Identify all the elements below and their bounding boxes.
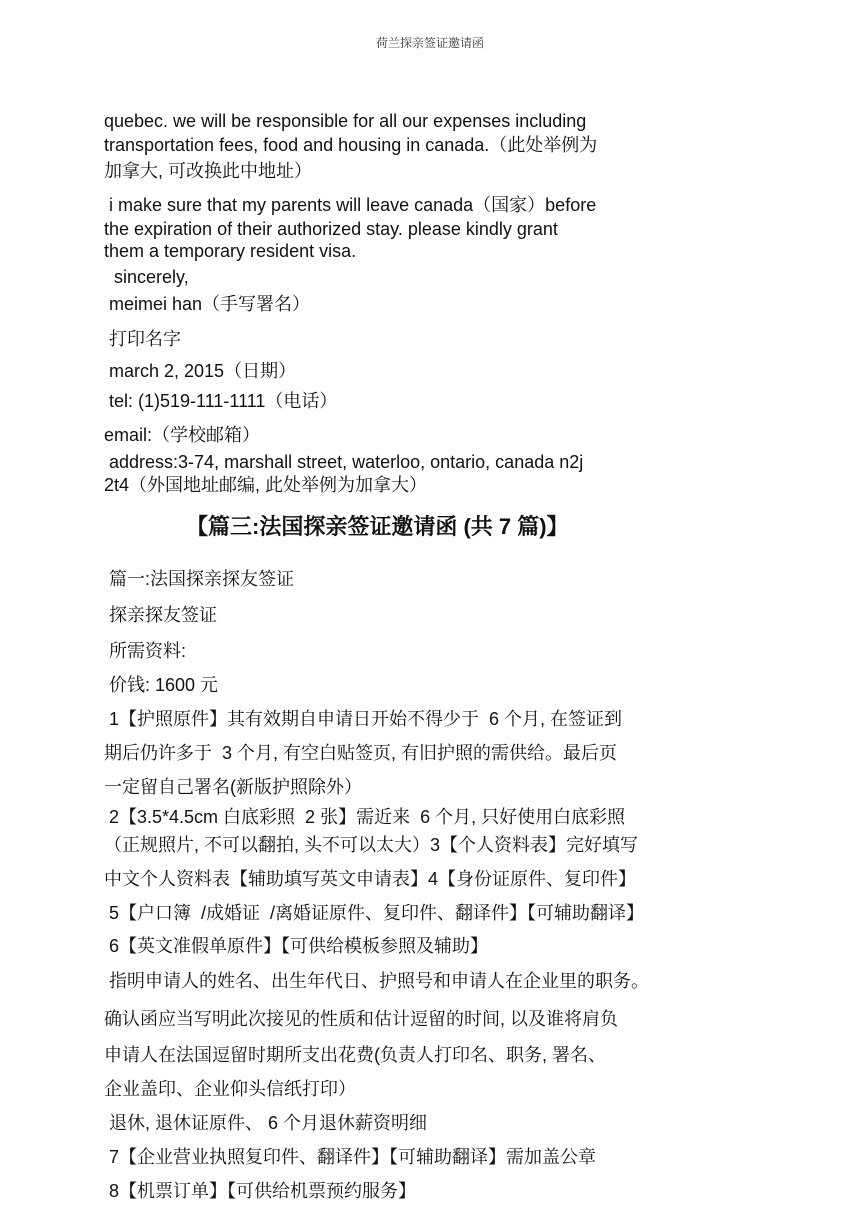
text-line: i make sure that my parents will leave canada（国家）before (104, 195, 597, 215)
text-line: 退休, 退休证原件、 6 个月退休薪资明细 (104, 1113, 428, 1133)
text-line: 2t4（外国地址邮编, 此处举例为加拿大） (104, 475, 428, 495)
text-line: 6【英文准假单原件】【可供给模板参照及辅助】 (104, 936, 489, 956)
text-line: 5【户口簿 /成婚证 /离婚证原件、复印件、翻译件】【可辅助翻译】 (104, 903, 645, 923)
text-line: 探亲探友签证 (104, 605, 218, 625)
text-line: 所需资料: (104, 641, 187, 661)
text-line: 申请人在法国逗留时期所支出花费(负责人打印名、职务, 署名、 (104, 1045, 606, 1065)
text-line: 期后仍许多于 3 个月, 有空白贴签页, 有旧护照的需供给。最后页 (104, 743, 618, 763)
text-line: 加拿大, 可改换此中地址） (104, 161, 313, 181)
text-line: 7【企业营业执照复印件、翻译件】【可辅助翻译】需加盖公章 (104, 1147, 597, 1167)
text-line: march 2, 2015（日期） (104, 361, 297, 381)
section-title: 【篇三:法国探亲签证邀请函 (共 7 篇)】 (186, 514, 569, 539)
text-line: 确认函应当写明此次接见的性质和估计逗留的时间, 以及谁将肩负 (104, 1009, 618, 1029)
text-line: 8【机票订单】【可供给机票预约服务】 (104, 1181, 417, 1201)
text-line: meimei han（手写署名） (104, 294, 311, 314)
text-line: 中文个人资料表【辅助填写英文申请表】4【身份证原件、复印件】 (104, 869, 637, 889)
text-line: 指明申请人的姓名、出生年代日、护照号和申请人在企业里的职务。 (104, 971, 649, 991)
text-line: 打印名字 (104, 329, 182, 349)
text-line: email:（学校邮箱） (104, 425, 261, 445)
text-line: （正规照片, 不可以翻拍, 头不可以太大）3【个人资料表】完好填写 (104, 835, 639, 855)
page-header: 荷兰探亲签证邀请函 (375, 36, 484, 50)
text-line: quebec. we will be responsible for all our expenses including (104, 111, 587, 131)
text-line: 价钱: 1600 元 (104, 675, 219, 695)
text-line: 一定留自己署名(新版护照除外） (104, 777, 362, 797)
text-line: 1【护照原件】其有效期自申请日开始不得少于 6 个月, 在签证到 (104, 709, 623, 729)
text-line: the expiration of their authorized stay. please kindly grant (104, 219, 558, 239)
text-line: address:3-74, marshall street, waterloo, ontario, canada n2j (104, 452, 584, 472)
text-line: 企业盖印、企业仰头信纸打印） (104, 1079, 356, 1099)
text-line: them a temporary resident visa. (104, 241, 357, 261)
text-line: 篇一:法国探亲探友签证 (104, 569, 295, 589)
text-line: sincerely, (104, 267, 189, 287)
text-line: transportation fees, food and housing in canada.（此处举例为 (104, 135, 598, 155)
text-line: tel: (1)519-111-1111（电话） (104, 391, 338, 411)
text-line: 2【3.5*4.5cm 白底彩照 2 张】需近来 6 个月, 只好使用白底彩照 (104, 807, 626, 827)
